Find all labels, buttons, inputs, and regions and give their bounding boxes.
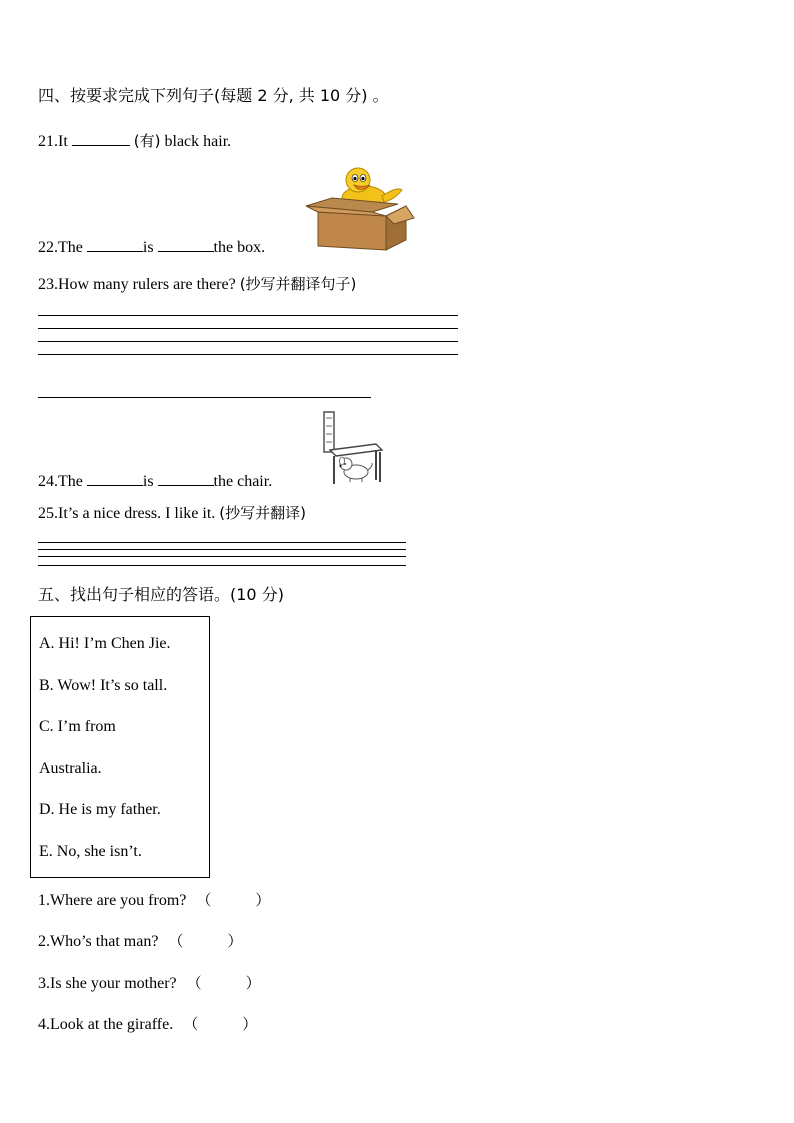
option-b: B. Wow! It’s so tall. <box>39 677 168 694</box>
q23-writing-line-1[interactable] <box>38 315 458 316</box>
q25-text: 25.It’s a nice dress. I like it. <box>38 505 216 522</box>
q25-note: (抄写并翻译) <box>219 504 307 522</box>
question-25 <box>38 503 306 524</box>
question-22 <box>38 235 265 258</box>
match-q4-text: 4.Look at the giraffe. <box>38 1016 174 1033</box>
duck-in-box-illustration <box>302 166 418 252</box>
section-4-heading: 四、按要求完成下列句子(每题 2 分, 共 10 分) 。 <box>38 86 389 105</box>
q24-blank-2[interactable] <box>158 469 214 486</box>
q23-writing-line-3[interactable] <box>38 341 458 342</box>
match-q4-answer-close: ） <box>242 1015 258 1033</box>
q23-text: 23.How many rulers are there? <box>38 276 236 293</box>
q25-writing-line-2[interactable] <box>38 549 406 550</box>
q25-writing-line-1[interactable] <box>38 542 406 543</box>
match-q1-answer-close: ） <box>255 891 271 909</box>
match-q1-answer-open[interactable]: （ <box>196 891 212 909</box>
q22-blank-2[interactable] <box>158 235 214 252</box>
q21-pre: It <box>58 133 68 150</box>
q23-note: (抄写并翻译句子) <box>239 275 357 293</box>
q24-pre: The <box>58 473 83 490</box>
q22-post: the box. <box>213 239 266 256</box>
q21-number: 21. <box>38 133 58 150</box>
question-23 <box>38 274 356 295</box>
match-question-1 <box>38 890 270 911</box>
section-5-heading: 五、找出句子相应的答语。(10 分) <box>38 585 284 604</box>
match-q3-answer-open[interactable]: （ <box>186 974 202 992</box>
q22-number: 22. <box>38 239 58 256</box>
match-q1-text: 1.Where are you from? <box>38 892 187 909</box>
match-question-3 <box>38 973 261 994</box>
option-c-continued: Australia. <box>39 760 102 777</box>
q25-writing-line-4[interactable] <box>38 565 406 566</box>
q23-answer-line[interactable] <box>38 397 371 398</box>
dog-under-chair-illustration <box>320 408 386 488</box>
match-q2-answer-open[interactable]: （ <box>168 932 184 950</box>
q21-blank[interactable] <box>72 129 130 146</box>
q24-mid: is <box>142 473 154 490</box>
question-24 <box>38 469 272 492</box>
option-e: E. No, she isn’t. <box>39 843 142 860</box>
q25-writing-line-3[interactable] <box>38 556 406 557</box>
match-q2-text: 2.Who’s that man? <box>38 933 159 950</box>
q21-post: black hair. <box>164 133 232 150</box>
q21-hint: (有) <box>133 132 161 150</box>
match-q4-answer-open[interactable]: （ <box>183 1015 199 1033</box>
option-c: C. I’m from <box>39 718 116 735</box>
q24-blank-1[interactable] <box>87 469 143 486</box>
answer-options-box <box>30 616 210 878</box>
q22-pre: The <box>58 239 83 256</box>
q24-post: the chair. <box>213 473 273 490</box>
option-d: D. He is my father. <box>39 801 161 818</box>
match-q2-answer-close: ） <box>227 932 243 950</box>
q23-writing-line-4[interactable] <box>38 354 458 355</box>
match-q3-answer-close: ） <box>245 974 261 992</box>
question-21 <box>38 129 231 152</box>
q23-writing-line-2[interactable] <box>38 328 458 329</box>
option-a: A. Hi! I’m Chen Jie. <box>39 635 171 652</box>
match-q3-text: 3.Is she your mother? <box>38 975 177 992</box>
q24-number: 24. <box>38 473 58 490</box>
q22-blank-1[interactable] <box>87 235 143 252</box>
q22-mid: is <box>142 239 154 256</box>
match-question-2 <box>38 931 242 952</box>
match-question-4 <box>38 1014 257 1035</box>
